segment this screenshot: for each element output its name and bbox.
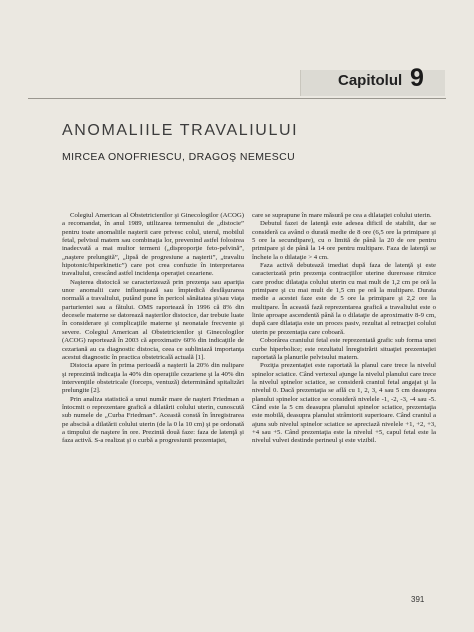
- paragraph: Poziţia prezentaţiei este raportată la planul care trece la nivelul spinelor sciatice. Când vertexul ajunge la nivelul planului care trece la nivelul spinelor sciatice, se consideră craniul fetal angajat şi la nivelul 0. Dacă prezentaţia se află cu 1, 2, 3, 4 sau 5 cm deasupra planului spinelor sciatice se consideră nivelele -1, -2, -3, -4 sau -5. Când este la 5 cm deasupra planului spinelor sciatice, prezentaţia este mobilă, deasupra planului strâmtorii superioare. Când craniul a ajuns sub nivelul spinelor sciatice se apreciază nivelele +1, +2, +3, +4 sau +5. Când prezentaţia este la nivelul +5, capul fetal este la nivelul vulvei destinde perineul şi este vizibil.: [252, 362, 436, 445]
- article-authors: MIRCEA ONOFRIESCU, DRAGOŞ NEMESCU: [62, 151, 296, 163]
- article-title: ANOMALIILE TRAVALIULUI: [62, 122, 299, 139]
- paragraph: care se suprapune în mare măsură pe cea a dilataţiei colului uterin.: [252, 212, 432, 219]
- paragraph: Colegiul American al Obstetricienilor şi Ginecologilor (ACOG) a recomandat, în anul 1989, utilizarea termenului de „distocie” pentru toate anomaliile naşterii care privesc colul, uterul, mobilul fetal, pelvisul matern sau combinaţia lor, prevenind astfel folosirea inadecvată a mai multor termeni („disproporţie feto-pelvină”, „naştere prelungită”, „lipsă de progresiune a naşterii”, „travaliu hipotonic/hiperkinetic”) care pot crea confuzie în interpretarea travaliului, crescând astfel incidenţa operaţiei cezariene.: [62, 212, 244, 278]
- paragraph: Coborârea craniului fetal este reprezentată grafic sub forma unei curbe hiperbolice; este rezultatul înregistrării situaţiei prezentaţiei raportată la planurile pelvisului matern.: [252, 337, 436, 361]
- chapter-label: Capitolul: [338, 72, 403, 89]
- paragraph: Distocia apare în prima perioadă a naşterii la 20% din nulipare şi reprezintă indicaţia la 40% din operaţiile cezariene şi la 40% din intervenţiile obstetricale (forceps, ventuză) determinând spitalizări prelungite [2].: [62, 362, 244, 395]
- paragraph: Debutul fazei de latenţă este adesea dificil de stabilit, dar se consideră ca având o durată medie de 8 ore (6,5 ore la primipare şi 5 ore la secundipare), cu o limită de până la 20 de ore pentru primipare şi de până la 14 ore pentru multipare. Faza de latenţă se încheie la o dilataţie > 4 cm.: [252, 220, 436, 261]
- chapter-number: 9: [410, 64, 424, 92]
- page-number: 391: [411, 595, 425, 604]
- paragraph: Faza activă debutează imediat după faza de latenţă şi este caracterizată prin prezenţa contracţiilor uterine dureroase ritmice care produc dilataţia colului uterin cu mai mult de 1,2 cm pe oră la primipare şi cu mai mult de 1,5 cm pe oră la multipare. Durata medie a acestei faze este de 5 ore la primipare şi 2,2 ore la multipare. În această fază reprezentarea grafică a travaliului este o linie aproape ascendentă până la o dilataţie de aproximativ 8-9 cm, după care dilataţia este un proces pasiv, rezultat al retracţiei colului uterin pe prezentaţia care coboară.: [252, 262, 436, 336]
- left-text-column: [62, 212, 244, 446]
- paragraph: Prin analiza statistică a unui număr mare de naşteri Friedman a întocmit o reprezentare grafică a dilatării colului uterin, cunoscută sub numele de „Curba Friedman”. Această constă în înregistrarea pe abscisă a dilatării colului uterin (de la 0 la 10 cm) şi pe ordonată a timpului de naştere în ore. Prezintă două faze: faza de latenţă şi faza activă. S-a realizat şi o curbă a progresiunii prezentaţiei,: [62, 395, 244, 445]
- paragraph: Naşterea distocică se caracterizează prin prezenţa sau apariţia unor anomalii care influenţează sau împiedică desfăşurarea normală a travaliului, putând pune în pericol sănătatea şi/sau viaţa parturientei sau a fătului. OMS raportează în 1996 că 8% din decesele materne se datorează naşterilor distocice, dar trebuie luate în considerare şi complicaţiile materne şi neonatale frecvente şi severe. Colegiul American al Obstetricienilor şi Ginecologilor (ACOG) raportează în 2003 că aproximativ 60% din indicaţiile de cezariană au ca diagnostic distocia, ceea ce subliniază importanţa acestui diagnostic în practica obstetricală actuală [1].: [62, 278, 244, 361]
- chapter-header-divider: [28, 98, 446, 99]
- right-text-column: [252, 212, 436, 446]
